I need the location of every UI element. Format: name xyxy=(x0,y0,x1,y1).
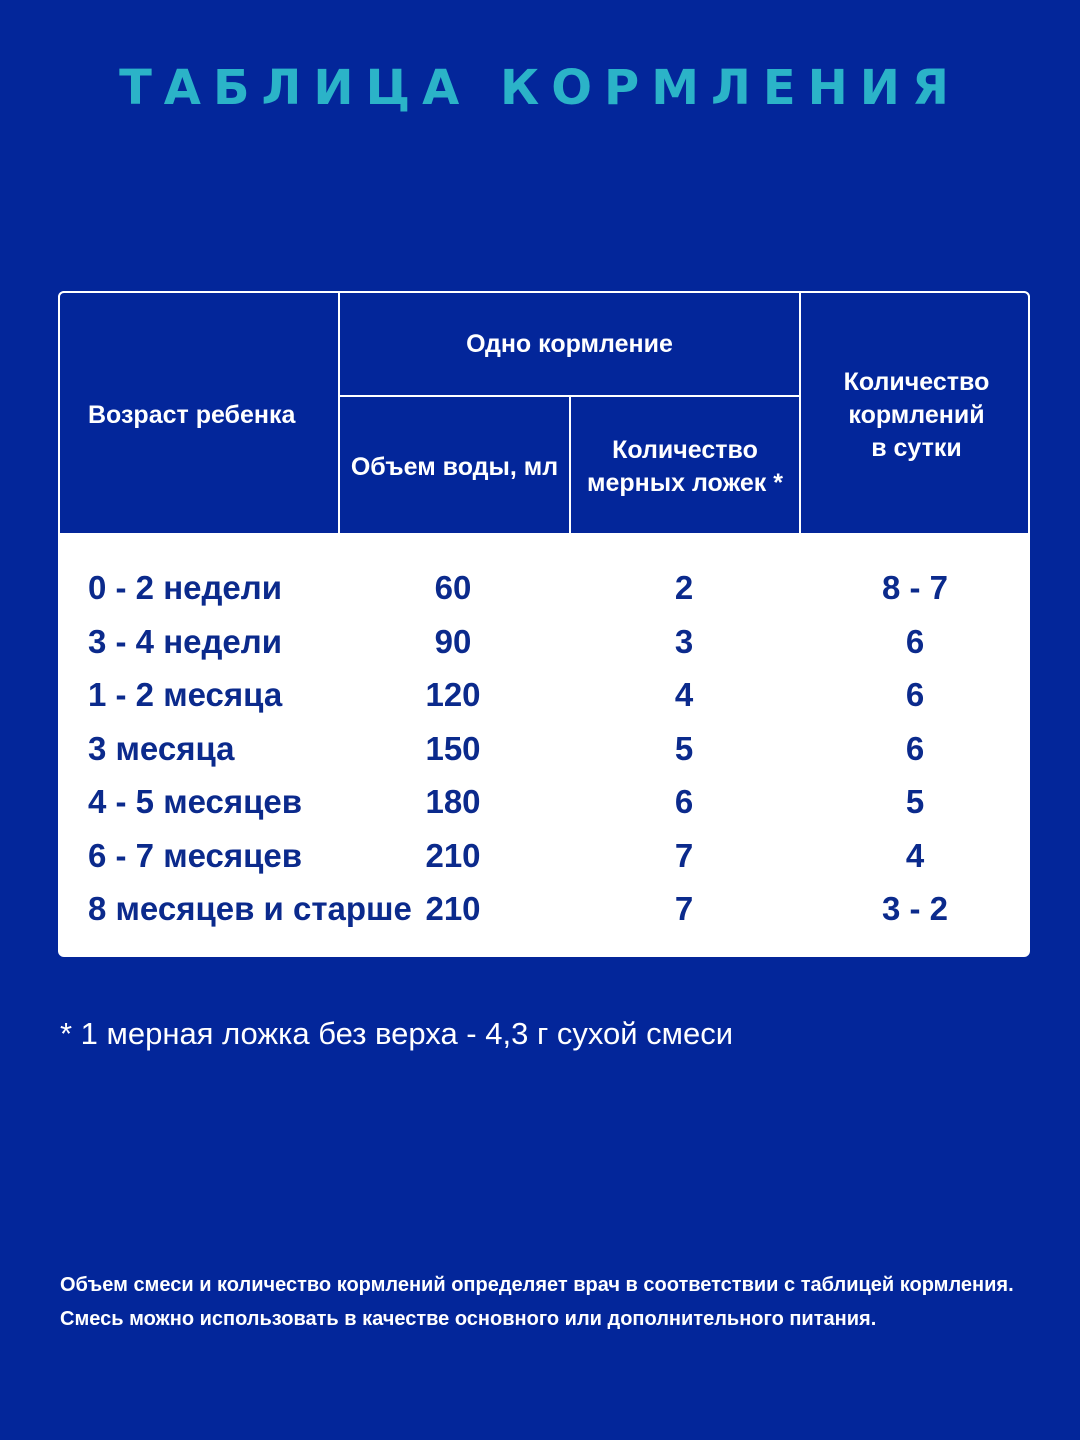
cell-spoons: 6 xyxy=(674,783,694,820)
cell-water: 150 xyxy=(425,729,481,767)
cell-feeds: 5 xyxy=(905,783,925,820)
cell-spoons: 5 xyxy=(674,729,694,767)
cell-feeds: 6 xyxy=(905,729,925,767)
cell-feeds: 6 xyxy=(905,676,925,713)
cell-age: 3 - 4 недели xyxy=(88,622,283,660)
header-age-label: Возраст ребенка xyxy=(88,400,296,429)
cell-spoons: 3 xyxy=(674,622,694,660)
cell-spoons: 4 xyxy=(674,676,694,713)
cell-age: 8 месяцев и старше xyxy=(88,890,412,927)
table-row xyxy=(58,775,1030,829)
cell-age: 3 месяца xyxy=(88,729,235,767)
header-spoons-line2: мерных ложек * xyxy=(587,469,783,497)
table-row xyxy=(58,561,1030,615)
cell-age: 4 - 5 месяцев xyxy=(88,783,303,820)
header-feeds-line1: Количество xyxy=(843,367,990,396)
feeding-table xyxy=(58,291,1030,957)
header-one-feeding xyxy=(340,293,799,395)
cell-spoons: 7 xyxy=(674,890,694,927)
cell-spoons: 2 xyxy=(674,569,694,606)
header-age xyxy=(60,293,338,537)
header-feeds-line2: кормлений xyxy=(848,400,985,429)
cell-age: 0 - 2 недели xyxy=(88,569,283,606)
table-row xyxy=(58,722,1030,776)
header-spoons xyxy=(571,397,799,537)
table-row xyxy=(58,882,1030,936)
spoon-footnote: * 1 мерная ложка без верха - 4,3 г сухой смеси xyxy=(60,1016,734,1051)
header-spoons-line1: Количество xyxy=(612,436,758,464)
table-body xyxy=(58,561,1030,936)
disclaimer xyxy=(60,1268,1014,1336)
cell-water: 60 xyxy=(434,569,472,606)
cell-age: 1 - 2 месяца xyxy=(88,676,283,713)
cell-feeds: 3 - 2 xyxy=(881,890,949,927)
cell-spoons: 7 xyxy=(674,836,694,874)
header-feeds-per-day xyxy=(801,293,1030,537)
table-row xyxy=(58,615,1030,669)
cell-water: 210 xyxy=(425,890,481,927)
cell-feeds: 6 xyxy=(905,622,925,660)
table-row xyxy=(58,829,1030,883)
cell-water: 180 xyxy=(425,783,481,820)
header-water-label: Объем воды, мл xyxy=(350,452,559,481)
disclaimer-line1: Объем смеси и количество кормлений определяет врач в соответствии с таблицей кормления. xyxy=(60,1274,1014,1296)
header-one-feeding-label: Одно кормление xyxy=(466,329,673,358)
header-water xyxy=(340,397,569,537)
header-feeds-line3: в сутки xyxy=(871,433,962,462)
cell-feeds: 4 xyxy=(905,836,925,874)
cell-water: 210 xyxy=(425,836,481,874)
cell-water: 90 xyxy=(434,622,472,660)
cell-feeds: 8 - 7 xyxy=(881,569,949,606)
table-row xyxy=(58,668,1030,722)
disclaimer-line2: Смесь можно использовать в качестве основного или дополнительного питания. xyxy=(60,1308,877,1330)
cell-water: 120 xyxy=(425,676,481,713)
page-title: ТАБЛИЦА КОРМЛЕНИЯ xyxy=(119,60,961,116)
table-header xyxy=(58,291,1030,535)
cell-age: 6 - 7 месяцев xyxy=(88,836,303,874)
